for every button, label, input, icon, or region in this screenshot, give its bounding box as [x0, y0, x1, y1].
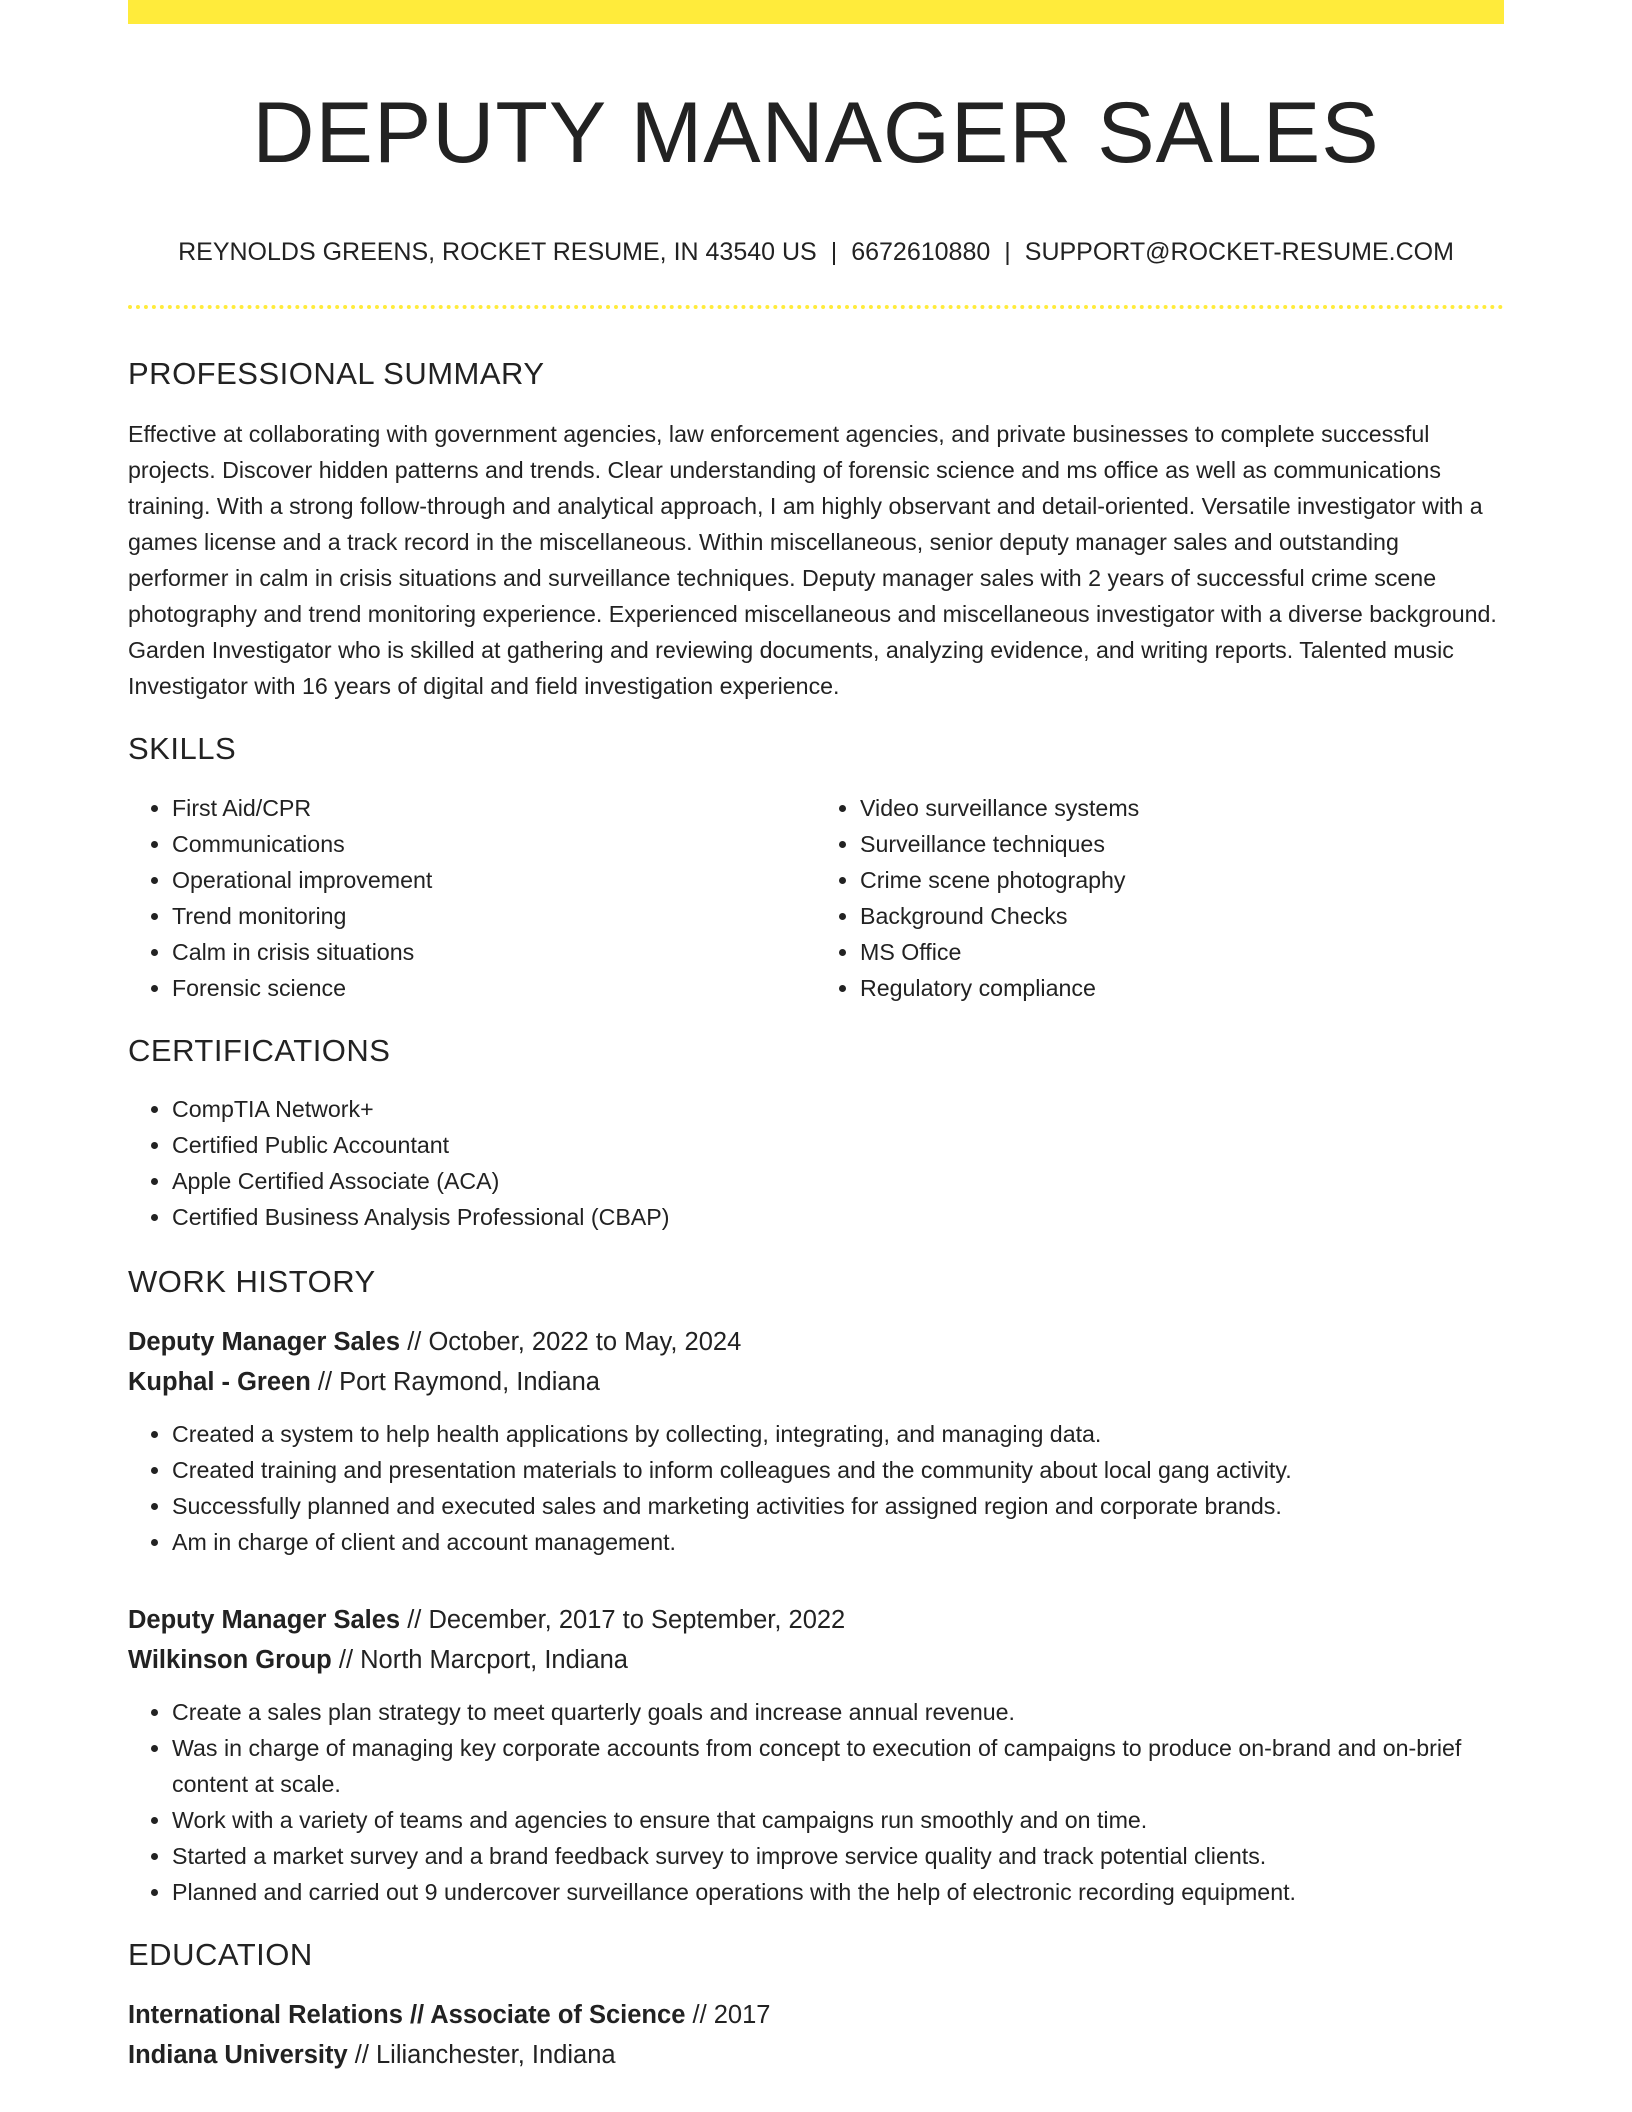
- job-entry: [128, 1600, 1504, 1910]
- education-location: // Lilianchester, Indiana: [354, 2041, 616, 2070]
- job-location: // North Marcport, Indiana: [338, 1645, 628, 1674]
- job-bullet: • Was in charge of managing key corporate accounts from concept to execution of campaigns to produce on-brand and on-brief content at scale.: [172, 1730, 1504, 1802]
- skill-item: • Communications: [172, 826, 816, 862]
- skill-item: • Surveillance techniques: [860, 826, 1504, 862]
- job-bullets: [128, 1416, 1504, 1560]
- skill-item: • Forensic science: [172, 970, 816, 1006]
- education-school: Indiana University: [128, 2041, 348, 2070]
- work-history-title: WORK HISTORY: [128, 1263, 376, 1299]
- resume-page: [128, 0, 1504, 2075]
- job-bullet: • Create a sales plan strategy to meet quarterly goals and increase annual revenue.: [172, 1694, 1504, 1730]
- certification-item: • Certified Public Accountant: [172, 1127, 1504, 1163]
- certifications-list: [128, 1091, 1504, 1235]
- job-company: Kuphal - Green: [128, 1367, 311, 1396]
- header-divider: [128, 305, 1504, 309]
- contact-separator: |: [1004, 238, 1011, 267]
- education-section: [128, 1936, 1504, 2075]
- resume-name: DEPUTY MANAGER SALES: [252, 85, 1380, 181]
- job-location: // Port Raymond, Indiana: [317, 1367, 600, 1396]
- education-school-line: [128, 2035, 1504, 2075]
- education-title: EDUCATION: [128, 1936, 313, 1972]
- job-bullet: • Started a market survey and a brand feedback survey to improve service quality and track potential clients.: [172, 1838, 1504, 1874]
- contact-phone: 6672610880: [851, 238, 991, 267]
- job-bullet: • Work with a variety of teams and agencies to ensure that campaigns run smoothly and on time.: [172, 1802, 1504, 1838]
- education-year: // 2017: [692, 2001, 771, 2030]
- skill-item: • Video surveillance systems: [860, 790, 1504, 826]
- skill-item: • Background Checks: [860, 898, 1504, 934]
- job-bullet: • Am in charge of client and account management.: [172, 1524, 1504, 1560]
- job-company-line: [128, 1362, 1504, 1402]
- job-title-line: [128, 1322, 1504, 1362]
- certifications-title: CERTIFICATIONS: [128, 1032, 391, 1068]
- skill-item: • Calm in crisis situations: [172, 934, 816, 970]
- certification-item: • Apple Certified Associate (ACA): [172, 1163, 1504, 1199]
- job-company-line: [128, 1640, 1504, 1680]
- job-dates: // December, 2017 to September, 2022: [407, 1605, 846, 1634]
- contact-email: SUPPORT@ROCKET-RESUME.COM: [1024, 238, 1454, 267]
- skills-right-list: [816, 790, 1504, 1006]
- skills-title: SKILLS: [128, 731, 237, 767]
- certification-item: • CompTIA Network+: [172, 1091, 1504, 1127]
- work-history-section: [128, 1263, 1504, 1910]
- certification-item: • Certified Business Analysis Professional (CBAP): [172, 1199, 1504, 1235]
- summary-title: PROFESSIONAL SUMMARY: [128, 356, 545, 392]
- job-company: Wilkinson Group: [128, 1645, 332, 1674]
- education-entry: [128, 1995, 1504, 2075]
- job-bullet: • Planned and carried out 9 undercover surveillance operations with the help of electronic recording equipment.: [172, 1874, 1504, 1910]
- contact-address: REYNOLDS GREENS, ROCKET RESUME, IN 43540 US: [178, 238, 817, 267]
- skill-item: • Operational improvement: [172, 862, 816, 898]
- skill-item: • MS Office: [860, 934, 1504, 970]
- contact-line: [128, 237, 1504, 267]
- summary-section: [128, 355, 1504, 704]
- skill-item: • Crime scene photography: [860, 862, 1504, 898]
- contact-separator: |: [830, 238, 838, 267]
- job-title-line: [128, 1600, 1504, 1640]
- job-role: Deputy Manager Sales: [128, 1327, 401, 1356]
- skill-item: • First Aid/CPR: [172, 790, 816, 826]
- job-bullet: • Created training and presentation materials to inform colleagues and the community about local gang activity.: [172, 1452, 1504, 1488]
- skills-section: [128, 730, 1504, 1005]
- skills-grid: [128, 790, 1504, 1006]
- summary-text: Effective at collaborating with government agencies, law enforcement agencies, and private businesses to complete successful projects. Discover hidden patterns and trends. Clear understanding of forensic science and ms office as well as communications training. With a strong follow-through and analytical approach, I am highly observant and detail-oriented. Versatile investigator with a games license and a track record in the miscellaneous. Within miscellaneous, senior deputy manager sales and outstanding performer in calm in crisis situations and surveillance techniques. Deputy manager sales with 2 years of successful crime scene photography and trend monitoring experience. Experienced miscellaneous and miscellaneous investigator with a diverse background. Garden Investigator who is skilled at gathering and reviewing documents, analyzing evidence, and writing reports. Talented music Investigator with 16 years of digital and field investigation experience.: [128, 421, 1497, 700]
- job-role: Deputy Manager Sales: [128, 1605, 401, 1634]
- job-bullet: • Successfully planned and executed sales and marketing activities for assigned region and corporate brands.: [172, 1488, 1504, 1524]
- skills-left-list: [128, 790, 816, 1006]
- skill-item: • Trend monitoring: [172, 898, 816, 934]
- job-bullets: [128, 1694, 1504, 1910]
- top-accent-bar: [128, 0, 1504, 24]
- education-degree: International Relations // Associate of Science: [128, 2001, 686, 2030]
- certifications-section: [128, 1032, 1504, 1235]
- education-degree-line: [128, 1995, 1504, 2035]
- job-entry: [128, 1322, 1504, 1560]
- skill-item: • Regulatory compliance: [860, 970, 1504, 1006]
- job-dates: // October, 2022 to May, 2024: [407, 1327, 742, 1356]
- job-bullet: • Created a system to help health applications by collecting, integrating, and managing data.: [172, 1416, 1504, 1452]
